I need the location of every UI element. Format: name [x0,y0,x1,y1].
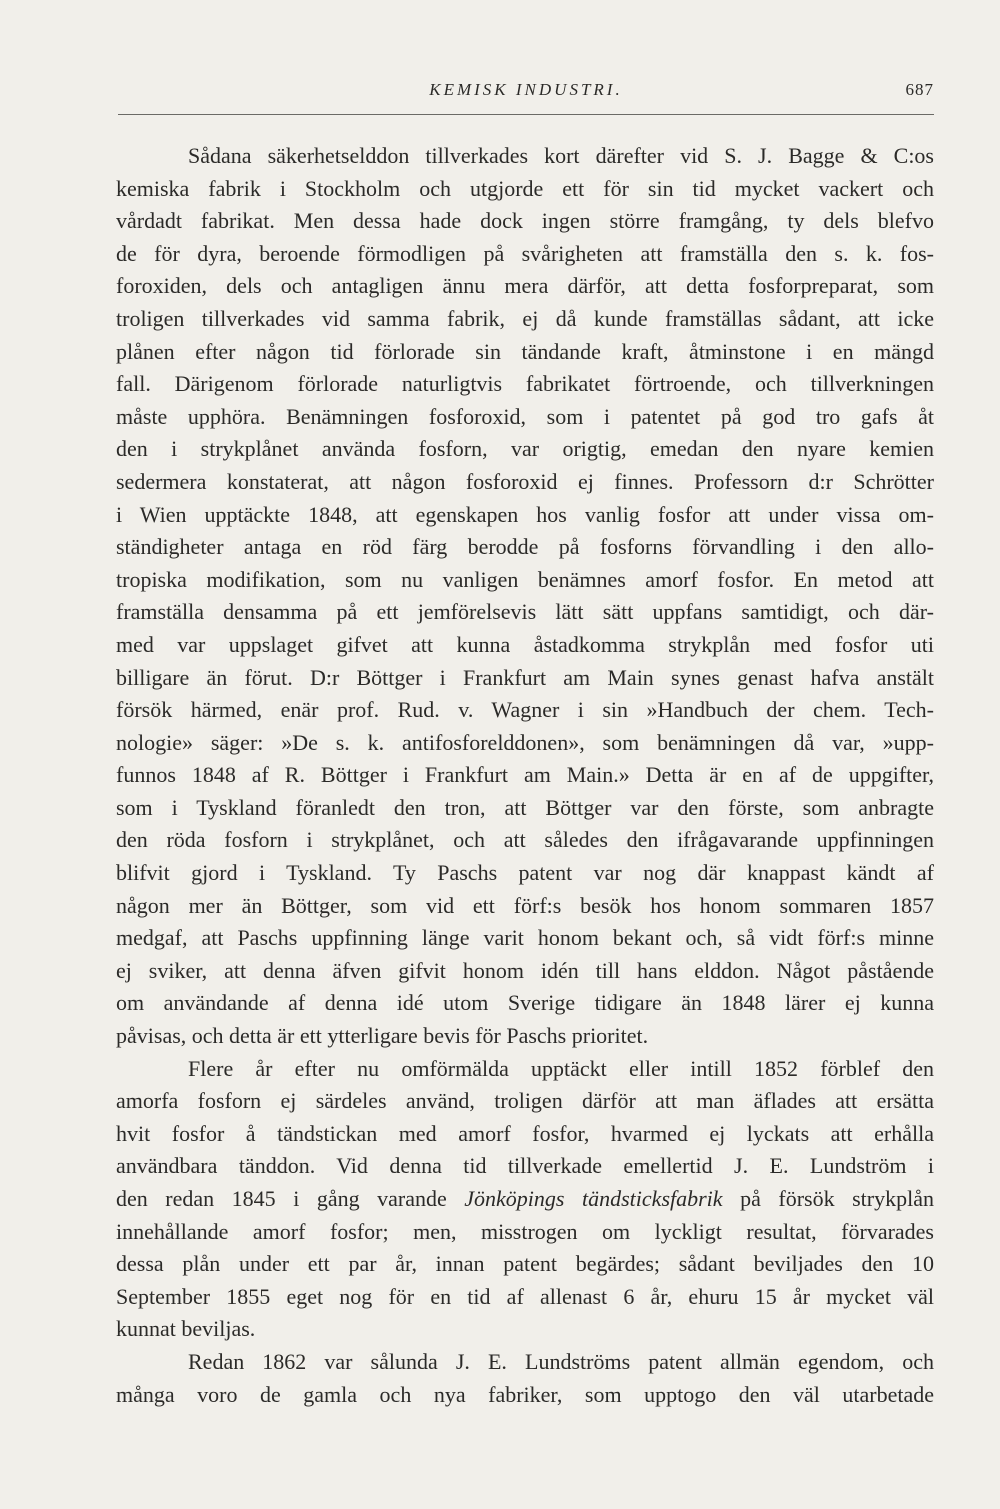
page-number: 687 [905,80,934,99]
text-line: måste upphöra. Benämningen fosforoxid, som i patentet på god tro gafs åt [116,403,934,429]
text-line: sedermera konstaterat, att någon fosforoxid ej finnes. Professorn d:r Schrötter [116,468,934,494]
text-line: framställa densamma på ett jemförelsevis lätt sätt uppfans samtidigt, och där- [116,599,934,625]
text-line: foroxiden, dels och antagligen ännu mera därför, att detta fosforpreparat, som [116,273,934,299]
running-title: KEMISK INDUSTRI. [429,80,623,99]
text-line: Flere år efter nu omförmälda upptäckt eller intill 1852 förblef den [188,1055,934,1081]
text-line: amorfa fosforn ej särdeles använd, troligen därför att man äflades att ersätta [116,1088,934,1114]
text-line: dessa plån under ett par år, innan patent begärdes; sådant beviljades den 10 [116,1251,934,1277]
text-line: påvisas, och detta är ett ytterligare bevis för Paschs prioritet. [116,1023,649,1049]
text-line-with-italic [116,1183,934,1216]
text-line: någon mer än Böttger, som vid ett förf:s besök hos honom sommaren 1857 [116,892,934,918]
text-line: hvit fosfor å tändstickan med amorf fosfor, hvarmed ej lyckats att erhålla [116,1120,934,1146]
text-line: Redan 1862 var sålunda J. E. Lundströms patent allmän egendom, och [188,1348,934,1374]
text-line: fall. Därigenom förlorade naturligtvis fabrikatet förtroende, och tillverkningen [116,371,934,397]
text-line: nologie» säger: »De s. k. antifosforelddonen», som benämningen då var, »upp- [116,729,934,755]
text-line: den röda fosforn i strykplånet, och att således den ifrågavarande uppfinningen [116,827,934,853]
text-line: troligen tillverkades vid samma fabrik, ej då kunde framställas sådant, att icke [116,305,934,331]
text-line: blifvit gjord i Tyskland. Ty Paschs patent var nog där knappast kändt af [116,860,934,886]
text-line: ständigheter antaga en röd färg berodde på fosforns förvandling i den allo- [116,534,934,560]
text-segment: på försök strykplån [722,1186,934,1211]
paragraph-3 [116,1346,934,1411]
text-line: vårdadt fabrikat. Men dessa hade dock ingen större framgång, ty dels blefvo [116,208,934,234]
text-line: plånen efter någon tid förlorade sin tändande kraft, åtminstone i en mängd [116,338,934,364]
text-line: innehållande amorf fosfor; men, misstrogen om lyckligt resultat, förvarades [116,1218,934,1244]
text-line: användbara tänddon. Vid denna tid tillverkade emellertid J. E. Lundström i [116,1153,934,1179]
text-line: September 1855 eget nog för en tid af allenast 6 år, ehuru 15 år mycket väl [116,1283,934,1309]
paragraph-1 [116,140,934,1053]
text-line: ej sviker, att denna äfven gifvit honom idén till hans elddon. Något påstående [116,957,934,983]
text-line: med var uppslaget gifvet att kunna åstadkomma strykplån med fosfor uti [116,631,934,657]
text-line: den i strykplånet använda fosforn, var origtig, emedan den nyare kemien [116,436,934,462]
text-line: de för dyra, beroende förmodligen på svårigheten att framställa den s. k. fos- [116,240,934,266]
text-line: medgaf, att Paschs uppfinning länge varit honom bekant och, så vidt förf:s minne [116,925,934,951]
text-line: tropiska modifikation, som nu vanligen benämnes amorf fosfor. En metod att [116,566,934,592]
body-text [116,140,934,1411]
running-header [118,74,934,115]
text-line: många voro de gamla och nya fabriker, som upptogo den väl utarbetade [116,1381,934,1407]
text-line: försök härmed, enär prof. Rud. v. Wagner i sin »Handbuch der chem. Tech- [116,697,934,723]
text-line: i Wien upptäckte 1848, att egenskapen hos vanlig fosfor att under vissa om- [116,501,934,527]
text-line: billigare än förut. D:r Böttger i Frankfurt am Main synes genast hafva anstält [116,664,934,690]
text-line: kemiska fabrik i Stockholm och utgjorde ett för sin tid mycket vackert och [116,175,934,201]
paragraph-2 [116,1053,934,1346]
text-line: om användande af denna idé utom Sverige tidigare än 1848 lärer ej kunna [116,990,934,1016]
text-segment: den redan 1845 i gång varande [116,1186,465,1211]
italic-factory-name: Jönköpings tändsticksfabrik [464,1186,723,1211]
text-line: Sådana säkerhetselddon tillverkades kort därefter vid S. J. Bagge & C:os [188,143,934,168]
text-line: funnos 1848 af R. Böttger i Frankfurt am Main.» Detta är en af de uppgifter, [116,762,934,788]
text-line: som i Tyskland föranledt den tron, att Böttger var den förste, som anbragte [116,794,934,820]
text-line: kunnat beviljas. [116,1316,256,1342]
